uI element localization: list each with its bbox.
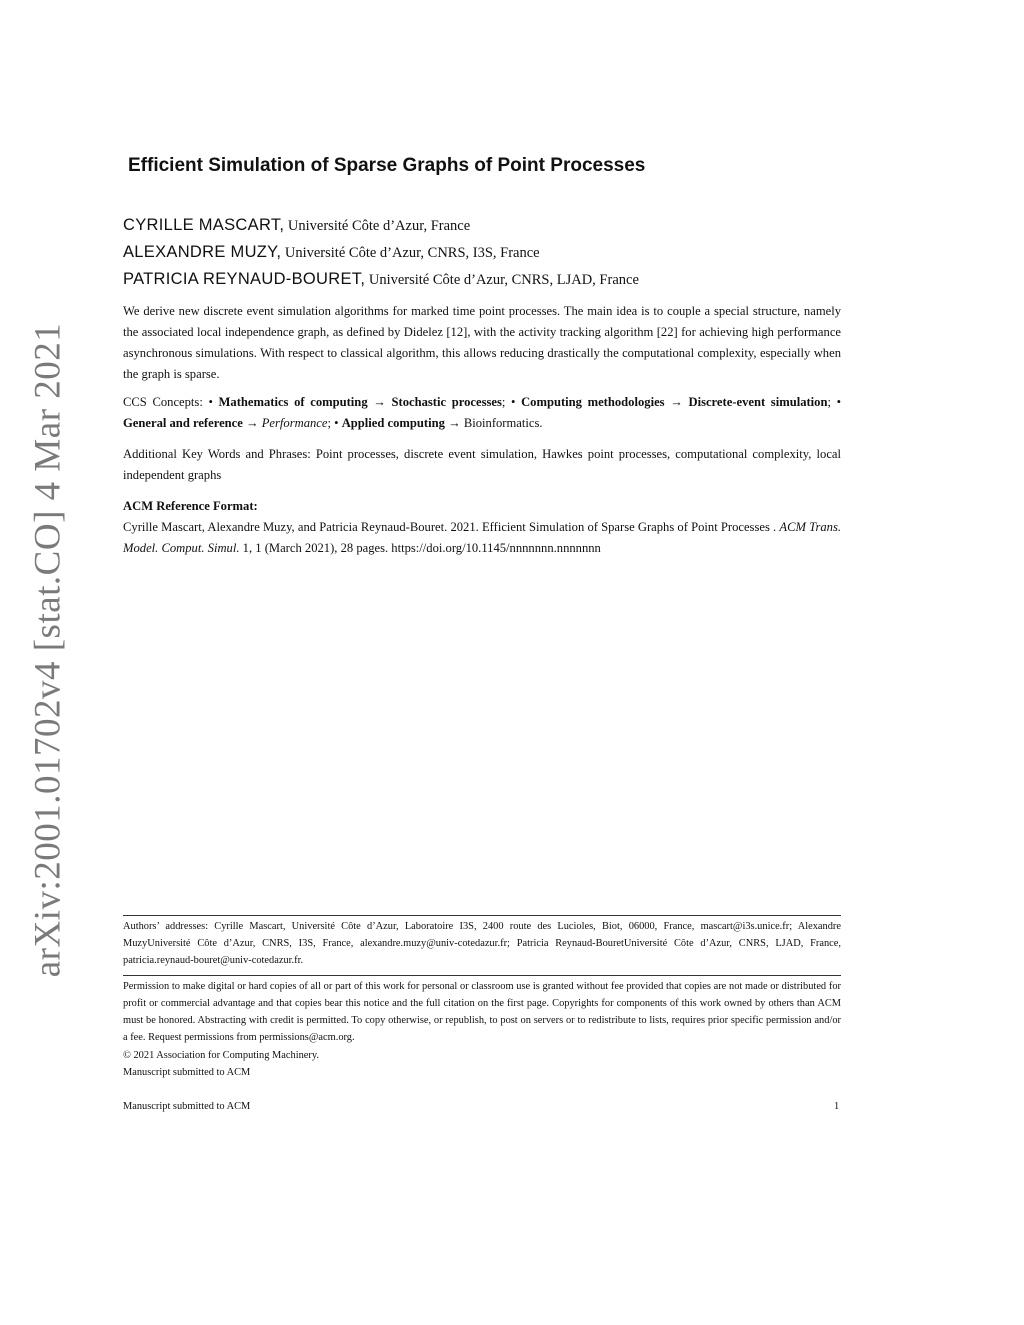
author-name: ALEXANDRE MUZY, [123,243,282,261]
acm-reference-citation [123,517,841,559]
ccs-subconcept-2: Discrete-event simulation [688,395,828,409]
author-entry [123,239,639,266]
footer-manuscript: Manuscript submitted to ACM [123,1101,251,1112]
ccs-subconcept-1: Stochastic processes [391,395,502,409]
ccs-arrow: → [367,395,392,409]
author-affiliation: Université Côte d’Azur, CNRS, LJAD, France [365,272,639,288]
ccs-separator: ; • [501,395,522,409]
ccs-arrow: → [242,416,262,430]
ccs-concept-4: Applied computing [341,416,445,430]
copyright-block [123,1047,841,1081]
author-list [123,212,639,293]
acm-reference-format [123,496,841,559]
paper-title: Efficient Simulation of Sparse Graphs of Point Processes [128,155,646,176]
ccs-concept-1: Mathematics of computing [218,395,368,409]
arxiv-stamp [27,322,69,978]
manuscript-note: Manuscript submitted to ACM [123,1067,251,1078]
ccs-concept-3: General and reference [123,416,243,430]
author-addresses: Authors’ addresses: Cyrille Mascart, Université Côte d’Azur, Laboratoire I3S, 2400 route des Lucioles, Biot, 06000, France, mascart@i3s.unice.fr; Alexandre MuzyUniversité Côte d’Azur, CNRS, I3S, France, alexandre.muzy@univ-cotedazur.fr; Patricia Reynaud-BouretUniversité Côte d’Azur, CNRS, LJAD, France, patricia.reynaud-bouret@univ-cotedazur.fr. [123,921,841,966]
footnote-divider [123,915,841,916]
ccs-separator: ; • [827,395,842,409]
author-name: CYRILLE MASCART, [123,216,285,234]
copyright-notice: © 2021 Association for Computing Machinery. [123,1050,319,1061]
arxiv-stamp-text: arXiv:2001.01702v4 [stat.CO] 4 Mar 2021 [27,322,69,978]
ccs-concepts [123,392,841,434]
author-entry [123,266,639,293]
permission-divider [123,975,841,976]
ccs-prefix: CCS Concepts: • [123,395,219,409]
author-affiliation: Université Côte d’Azur, CNRS, I3S, France [281,245,540,261]
citation-journal: ACM Trans. Model. Comput. Simul. [123,520,841,555]
ccs-subconcept-3: Performance [261,416,328,430]
author-entry [123,212,639,239]
ccs-arrow: → [444,416,464,430]
keywords: Additional Key Words and Phrases: Point processes, discrete event simulation, Hawkes point processes, computational complexity, local independent graphs [123,447,841,482]
abstract: We derive new discrete event simulation algorithms for marked time point processes. The main idea is to couple a special structure, namely the associated local independence graph, as defined by Didelez [12], with the activity tracking algorithm [22] for achieving high performance asynchronous simulations. With respect to classical algorithm, this allows reducing drastically the computational complexity, especially when the graph is sparse. [123,304,841,381]
page-number: 1 [834,1101,840,1112]
author-affiliation: Université Côte d’Azur, France [284,218,471,234]
acm-reference-heading: ACM Reference Format: [123,499,258,513]
ccs-concept-2: Computing methodologies [521,395,665,409]
citation-text: Cyrille Mascart, Alexandre Muzy, and Patricia Reynaud-Bouret. 2021. Efficient Simulation of Sparse Graphs of Point Processes . [123,520,780,534]
author-name: PATRICIA REYNAUD-BOURET, [123,270,366,288]
ccs-subconcept-4: Bioinformatics. [463,416,543,430]
citation-details: 1, 1 (March 2021), 28 pages. https://doi.org/10.1145/nnnnnnn.nnnnnnn [239,541,601,555]
ccs-arrow: → [664,395,689,409]
permission-notice: Permission to make digital or hard copies of all or part of this work for personal or classroom use is granted without fee provided that copies are not made or distributed for profit or commercial advantage and that copies bear this notice and the full citation on the first page. Copyrights for components of this work owned by others than ACM must be honored. Abstracting with credit is permitted. To copy otherwise, or republish, to post on servers or to redistribute to lists, requires prior specific permission and/or a fee. Request permissions from permissions@acm.org. [123,981,841,1043]
ccs-separator: ; • [327,416,342,430]
